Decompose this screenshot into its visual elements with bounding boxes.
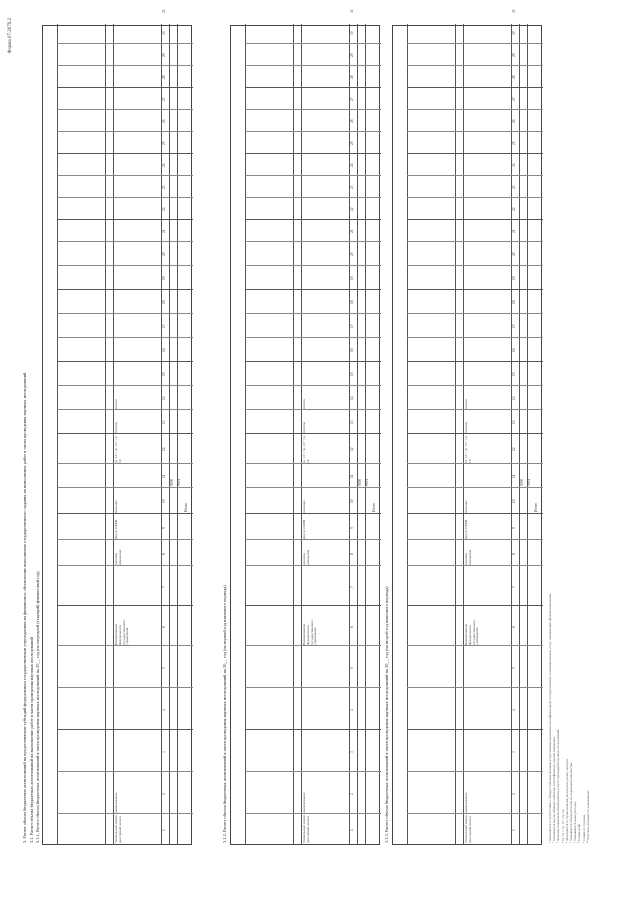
column-divider bbox=[245, 645, 381, 646]
column-number: 10 bbox=[512, 499, 516, 503]
column-divider bbox=[57, 219, 193, 220]
column-divider bbox=[57, 43, 193, 44]
column-number: 7 bbox=[350, 586, 354, 588]
table-rule bbox=[293, 24, 294, 844]
total-label: Итого bbox=[184, 502, 188, 512]
column-divider bbox=[407, 645, 543, 646]
footnote: ⁶ Указывается объем расходов на содержание имущества. bbox=[569, 762, 573, 843]
column-divider bbox=[245, 131, 381, 132]
row-code: 9001 bbox=[527, 478, 531, 486]
column-number: 17 bbox=[162, 324, 166, 328]
column-divider bbox=[407, 219, 543, 220]
column-number: 14 bbox=[512, 396, 516, 400]
table-rule bbox=[357, 24, 358, 844]
column-number: 20 bbox=[350, 252, 354, 256]
column-divider bbox=[245, 313, 381, 314]
column-number: 5 bbox=[350, 667, 354, 669]
column-header: наименование bbox=[302, 792, 306, 813]
column-number: 20 bbox=[162, 252, 166, 256]
column-divider bbox=[407, 241, 543, 242]
column-number: 23 bbox=[162, 185, 166, 189]
row-code: 9001 bbox=[177, 478, 181, 486]
group-header-rule bbox=[407, 24, 408, 844]
column-number: 22 bbox=[162, 207, 166, 211]
column-divider bbox=[57, 361, 193, 362]
column-divider bbox=[57, 539, 193, 540]
column-number: 26 bbox=[512, 119, 516, 123]
column-number: 19 bbox=[512, 276, 516, 280]
column-number: 14 bbox=[350, 396, 354, 400]
column-number: 12 bbox=[512, 447, 516, 451]
column-number: 26 bbox=[162, 119, 166, 123]
column-divider bbox=[245, 539, 381, 540]
column-divider bbox=[57, 687, 193, 688]
column-number: 9 bbox=[512, 527, 516, 529]
column-number: 30 bbox=[162, 31, 166, 35]
column-number: 29 bbox=[162, 53, 166, 57]
footnote: ³ Значение показателя объема работы в части проведения научных исследований. bbox=[556, 728, 561, 843]
column-number: 7 bbox=[512, 586, 516, 588]
column-divider bbox=[57, 813, 193, 814]
column-header: Наименование федерального государственного учреждения bbox=[302, 619, 318, 645]
column-number: 9 bbox=[350, 527, 354, 529]
column-divider bbox=[57, 433, 193, 434]
column-divider bbox=[407, 813, 543, 814]
column-header: затраты bbox=[464, 421, 468, 433]
column-divider bbox=[57, 197, 193, 198]
column-number: 8 bbox=[162, 553, 166, 555]
column-number: 4 bbox=[512, 709, 516, 711]
column-header: код по ОКЕИ bbox=[302, 519, 306, 539]
column-divider bbox=[57, 241, 193, 242]
column-divider bbox=[245, 175, 381, 176]
column-divider bbox=[407, 729, 543, 730]
table-rule bbox=[113, 24, 114, 844]
column-number: 4 bbox=[162, 709, 166, 711]
column-divider bbox=[407, 175, 543, 176]
column-divider bbox=[407, 289, 543, 290]
column-divider bbox=[407, 385, 543, 386]
column-divider bbox=[407, 513, 543, 514]
column-number: 19 bbox=[162, 276, 166, 280]
row-code: 9000 bbox=[358, 478, 362, 486]
column-number: 18 bbox=[162, 300, 166, 304]
column-divider bbox=[57, 409, 193, 410]
column-number: 10 bbox=[162, 499, 166, 503]
column-number: 25 bbox=[162, 141, 166, 145]
column-number: 28 bbox=[350, 75, 354, 79]
table-block-2 bbox=[230, 9, 380, 845]
column-header: единица измерения bbox=[464, 549, 472, 565]
column-number: 14 bbox=[162, 396, 166, 400]
column-header: код по ОКЕИ bbox=[114, 519, 118, 539]
column-number: 8 bbox=[512, 553, 516, 555]
column-divider bbox=[57, 385, 193, 386]
column-header: наименование bbox=[114, 792, 118, 813]
column-number: 27 bbox=[350, 97, 354, 101]
column-number: 16 bbox=[350, 348, 354, 352]
column-header: гр. 12 = гр. 13 + гр. 14 bbox=[302, 435, 310, 463]
column-divider bbox=[57, 645, 193, 646]
column-header: затраты bbox=[302, 421, 306, 433]
column-number: 5 bbox=[512, 667, 516, 669]
column-number: 3 bbox=[350, 751, 354, 753]
column-number: 15 bbox=[512, 372, 516, 376]
column-divider bbox=[407, 197, 543, 198]
column-number: 7 bbox=[162, 586, 166, 588]
footnote: ² Указывается код по Общероссийскому классификатору единиц измерения. bbox=[552, 736, 557, 843]
column-header: налоги bbox=[114, 399, 118, 409]
column-number: 24 bbox=[162, 163, 166, 167]
row-code: 9000 bbox=[520, 478, 524, 486]
column-number: 1 bbox=[512, 829, 516, 831]
column-number: 26 bbox=[350, 119, 354, 123]
table-rule bbox=[349, 24, 350, 844]
column-number: 15 bbox=[162, 372, 166, 376]
column-divider bbox=[57, 265, 193, 266]
column-divider bbox=[245, 153, 381, 154]
column-number: 25 bbox=[512, 141, 516, 145]
column-divider bbox=[57, 109, 193, 110]
column-divider bbox=[407, 361, 543, 362]
column-header: значение bbox=[114, 500, 118, 513]
column-divider bbox=[245, 513, 381, 514]
table-rule bbox=[105, 24, 106, 844]
column-header: Наименование федерального государственного учреждения bbox=[114, 619, 130, 645]
column-number: 28 bbox=[162, 75, 166, 79]
block-1-subtitle: 3.1.1. Расчет объема бюджетных ассигнований в части проведения научных исследований на 20__ год (на очередной (текущий) финансовый год) bbox=[35, 571, 40, 843]
column-divider bbox=[407, 65, 543, 66]
column-number: 25 bbox=[350, 141, 354, 145]
column-divider bbox=[245, 109, 381, 110]
footnote: ⁸ Сумма граф. bbox=[577, 823, 582, 843]
column-divider bbox=[245, 463, 381, 464]
column-number: 3 bbox=[162, 751, 166, 753]
column-divider bbox=[57, 153, 193, 154]
column-header: значение bbox=[302, 500, 306, 513]
footnote: ⁹ Сумма по строкам. bbox=[581, 814, 586, 843]
table-rule bbox=[455, 24, 456, 844]
column-number: 21 bbox=[512, 229, 516, 233]
column-divider bbox=[57, 463, 193, 464]
column-divider bbox=[57, 487, 193, 488]
column-divider bbox=[57, 289, 193, 290]
column-divider bbox=[245, 771, 381, 772]
group-header-rule bbox=[57, 24, 58, 844]
column-divider bbox=[407, 687, 543, 688]
column-number: 31 bbox=[350, 9, 354, 13]
column-number: 6 bbox=[162, 626, 166, 628]
table-block-1 bbox=[42, 9, 192, 845]
column-divider bbox=[57, 771, 193, 772]
column-number: 29 bbox=[350, 53, 354, 57]
column-divider bbox=[407, 87, 543, 88]
column-number: 30 bbox=[512, 31, 516, 35]
column-number: 23 bbox=[350, 185, 354, 189]
column-number: 19 bbox=[350, 276, 354, 280]
column-divider bbox=[57, 337, 193, 338]
column-number: 30 bbox=[350, 31, 354, 35]
footnote: ¹ Заполняется в соответствии с общероссийским базовым (отраслевым) перечнем (классификатором) государственных и муниципальных услуг, оказываемых физическим лицам. bbox=[548, 593, 552, 843]
column-number: 18 bbox=[350, 300, 354, 304]
column-header: Уникальный номер реестровой записи bbox=[464, 815, 472, 843]
column-divider bbox=[57, 87, 193, 88]
column-header: Наименование федерального государственного учреждения bbox=[464, 619, 480, 645]
column-number: 13 bbox=[512, 420, 516, 424]
column-number: 12 bbox=[350, 447, 354, 451]
column-number: 18 bbox=[512, 300, 516, 304]
column-header: единица измерения bbox=[114, 549, 122, 565]
column-number: 10 bbox=[350, 499, 354, 503]
column-number: 16 bbox=[162, 348, 166, 352]
column-header: значение bbox=[464, 500, 468, 513]
column-number: 12 bbox=[162, 447, 166, 451]
column-divider bbox=[57, 175, 193, 176]
column-divider bbox=[245, 43, 381, 44]
column-number: 21 bbox=[162, 229, 166, 233]
column-number: 22 bbox=[512, 207, 516, 211]
column-number: 6 bbox=[512, 626, 516, 628]
footnote: ⁷ Указываются иные расходы. bbox=[573, 801, 578, 843]
column-divider bbox=[245, 605, 381, 606]
column-divider bbox=[407, 337, 543, 338]
column-number: 8 bbox=[350, 553, 354, 555]
column-divider bbox=[57, 65, 193, 66]
footnote: ⁵ Заполняется в случае наличия расходов на уплату налогов. bbox=[564, 758, 569, 843]
column-number: 11 bbox=[350, 474, 354, 478]
row-code: 9001 bbox=[365, 478, 369, 486]
column-divider bbox=[245, 687, 381, 688]
column-divider bbox=[407, 109, 543, 110]
column-header: Уникальный номер реестровой записи bbox=[114, 815, 122, 843]
group-header-rule bbox=[245, 24, 246, 844]
column-number: 27 bbox=[512, 97, 516, 101]
column-number: 5 bbox=[162, 667, 166, 669]
column-divider bbox=[57, 729, 193, 730]
column-header: наименование bbox=[464, 792, 468, 813]
column-divider bbox=[245, 565, 381, 566]
column-divider bbox=[57, 605, 193, 606]
column-number: 4 bbox=[350, 709, 354, 711]
column-number: 9 bbox=[162, 527, 166, 529]
table-rule bbox=[301, 24, 302, 844]
column-divider bbox=[407, 153, 543, 154]
column-number: 1 bbox=[350, 829, 354, 831]
column-divider bbox=[245, 409, 381, 410]
column-number: 24 bbox=[512, 163, 516, 167]
table-rule bbox=[519, 24, 520, 844]
column-number: 11 bbox=[162, 474, 166, 478]
column-divider bbox=[57, 131, 193, 132]
column-number: 15 bbox=[350, 372, 354, 376]
column-number: 21 bbox=[350, 229, 354, 233]
column-number: 1 bbox=[162, 829, 166, 831]
column-divider bbox=[407, 463, 543, 464]
column-number: 2 bbox=[512, 793, 516, 795]
column-number: 11 bbox=[512, 474, 516, 478]
column-header: код по ОКЕИ bbox=[464, 519, 468, 539]
column-divider bbox=[245, 385, 381, 386]
column-number: 31 bbox=[512, 9, 516, 13]
column-divider bbox=[407, 265, 543, 266]
column-divider bbox=[245, 87, 381, 88]
column-header: Уникальный номер реестровой записи bbox=[302, 815, 310, 843]
column-header: гр. 12 = гр. 13 + гр. 14 bbox=[464, 435, 472, 463]
column-divider bbox=[245, 289, 381, 290]
column-divider bbox=[407, 131, 543, 132]
column-number: 24 bbox=[350, 163, 354, 167]
column-header: единица измерения bbox=[302, 549, 310, 565]
column-divider bbox=[245, 813, 381, 814]
total-label: Итого bbox=[534, 502, 538, 512]
table-rule bbox=[365, 24, 366, 844]
column-number: 23 bbox=[512, 185, 516, 189]
total-label: Итого bbox=[372, 502, 376, 512]
column-number: 29 bbox=[512, 53, 516, 57]
column-header: затраты bbox=[114, 421, 118, 433]
column-divider bbox=[245, 337, 381, 338]
table-rule bbox=[177, 24, 178, 844]
block-3-title: 3.1.3. Расчет объема бюджетных ассигнований в части проведения научных исследований на 20__ год (на второй год планового периода) bbox=[384, 586, 389, 843]
column-number: 13 bbox=[350, 420, 354, 424]
column-divider bbox=[245, 265, 381, 266]
table-rule bbox=[161, 24, 162, 844]
column-divider bbox=[407, 539, 543, 540]
column-number: 6 bbox=[350, 626, 354, 628]
block-2-title: 3.1.2. Расчет объема бюджетных ассигнований в части проведения научных исследований на 20__ год (на первый год планового периода) bbox=[222, 585, 227, 843]
column-divider bbox=[245, 361, 381, 362]
column-divider bbox=[407, 565, 543, 566]
block-1-title: 3.1. Расчет объема бюджетных ассигнований на выполнение работ в части проведения научных исследований bbox=[29, 637, 34, 843]
column-number: 3 bbox=[512, 751, 516, 753]
table-rule bbox=[463, 24, 464, 844]
column-number: 17 bbox=[512, 324, 516, 328]
column-divider bbox=[245, 219, 381, 220]
form-code: Форма 07.2079.2 bbox=[8, 18, 13, 54]
column-divider bbox=[407, 487, 543, 488]
column-number: 2 bbox=[350, 793, 354, 795]
column-header: налоги bbox=[464, 399, 468, 409]
column-number: 16 bbox=[512, 348, 516, 352]
table-rule bbox=[511, 24, 512, 844]
column-divider bbox=[57, 513, 193, 514]
column-number: 22 bbox=[350, 207, 354, 211]
column-divider bbox=[407, 771, 543, 772]
row-code: 9000 bbox=[170, 478, 174, 486]
column-number: 13 bbox=[162, 420, 166, 424]
column-divider bbox=[407, 43, 543, 44]
column-divider bbox=[245, 197, 381, 198]
column-number: 20 bbox=[512, 252, 516, 256]
column-divider bbox=[407, 605, 543, 606]
column-number: 2 bbox=[162, 793, 166, 795]
column-divider bbox=[245, 65, 381, 66]
column-number: 27 bbox=[162, 97, 166, 101]
column-divider bbox=[407, 409, 543, 410]
column-divider bbox=[57, 313, 193, 314]
column-number: 28 bbox=[512, 75, 516, 79]
column-divider bbox=[407, 313, 543, 314]
column-header: гр. 12 = гр. 13 + гр. 14 bbox=[114, 435, 122, 463]
table-rule bbox=[169, 24, 170, 844]
footnote: ⁴ Гр. 12 = гр. 13 + гр. 14. bbox=[560, 809, 565, 843]
column-number: 31 bbox=[162, 9, 166, 13]
table-rule bbox=[527, 24, 528, 844]
column-divider bbox=[245, 487, 381, 488]
column-divider bbox=[407, 433, 543, 434]
column-divider bbox=[57, 565, 193, 566]
column-number: 17 bbox=[350, 324, 354, 328]
table-block-3 bbox=[392, 9, 542, 845]
section-title: 3. Расчет объема бюджетных ассигнований на предоставление субсидий федеральным государственным учреждениям на финансовое обеспечение выполнения государственного задания на выполнение работ в части проведения научных исследований bbox=[22, 372, 27, 843]
column-divider bbox=[245, 433, 381, 434]
column-divider bbox=[245, 729, 381, 730]
column-divider bbox=[245, 241, 381, 242]
footnote: ¹⁰ Итоговое значение по учреждению. bbox=[585, 789, 590, 843]
column-header: налоги bbox=[302, 399, 306, 409]
